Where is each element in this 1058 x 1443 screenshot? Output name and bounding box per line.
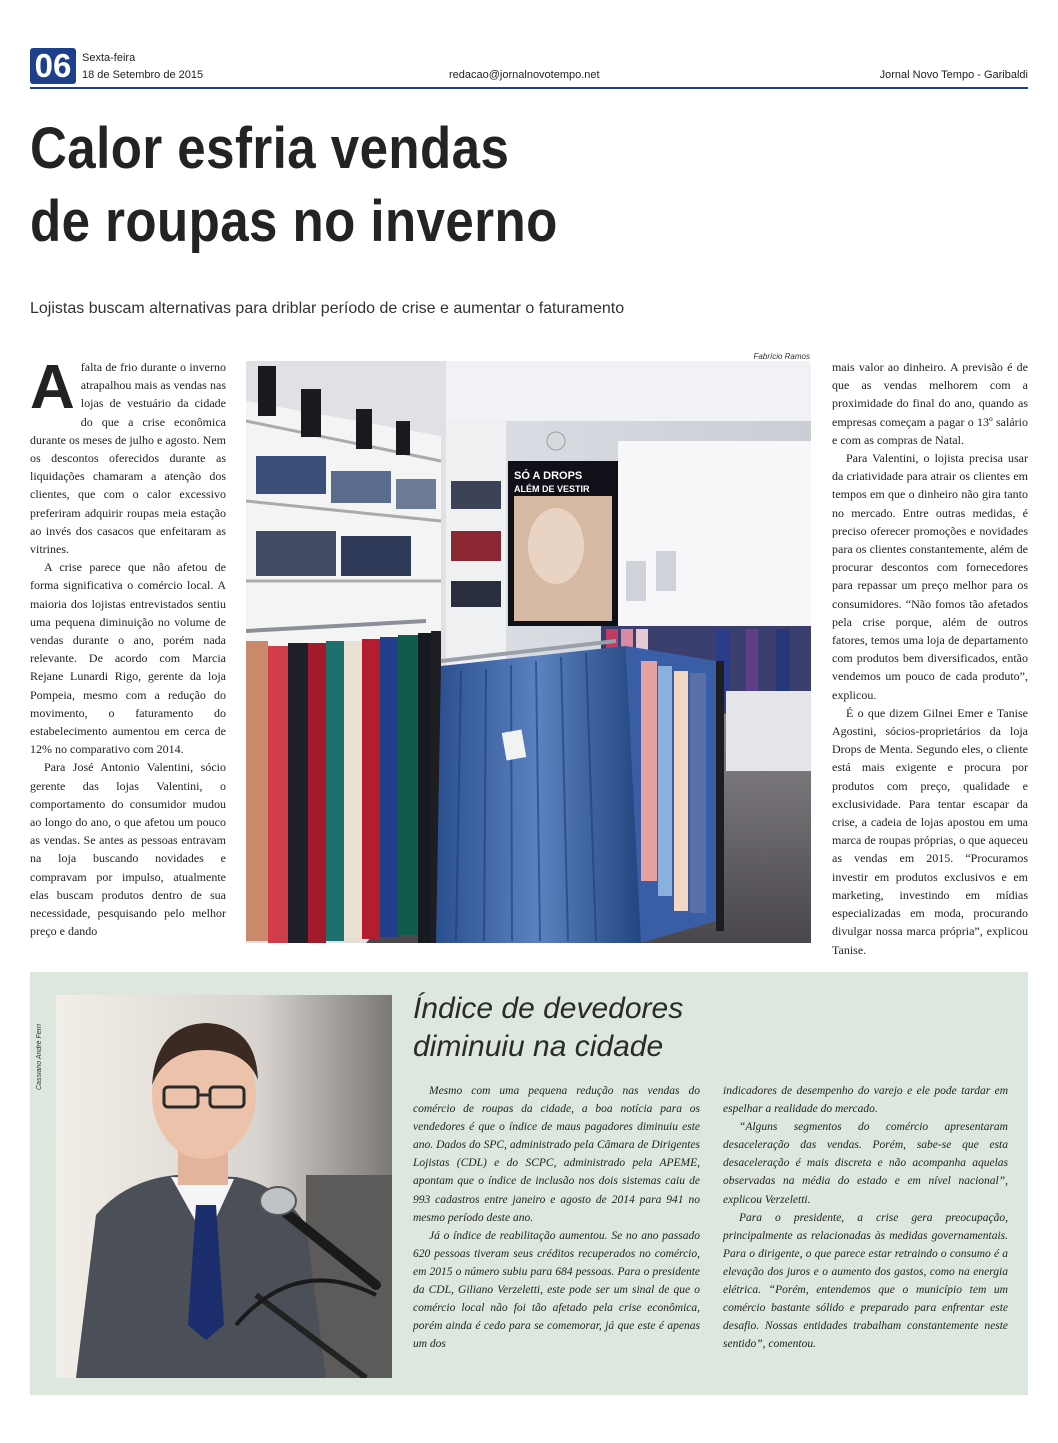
header-publication: Jornal Novo Tempo - Garibaldi [879, 69, 1028, 81]
store-sign-text-2: ALÉM DE VESTIR [514, 484, 590, 494]
page-number: 06 [30, 48, 76, 84]
headline-line-1: Calor esfria vendas [30, 116, 510, 181]
store-interior-photo [246, 361, 811, 943]
article-paragraph: mais valor ao dinheiro. A previsão é de que as vendas melhorem com a proximidade do final do ano, quando as empresas começam a pagar o 13º salário e com as compras de Natal. [832, 360, 1028, 447]
speaker-photo [56, 995, 392, 1378]
article-column-1 [30, 353, 226, 941]
sidebar-paragraph: Para o presidente, a crise gera preocupação, principalmente as relacionadas às medidas governamentais. Para o dirigente, o que parece estar retraindo o consumo é a elevação dos juros e o aumento dos gastos, como na energia elétrica. “Porém, entendemos que o município tem um comércio bastante sólido e preparado para enfrentar este desafio. Nossas entidades trabalham constantemente neste sentido”, comentou. [723, 1211, 1008, 1351]
sidebar-title-line-1: Índice de devedores [413, 992, 684, 1025]
sidebar-paragraph: indicadores de desempenho do varejo e ele pode tardar em espelhar a realidade do mercado. [723, 1085, 1008, 1116]
header-divider [30, 87, 1028, 89]
sidebar-photo-credit: Cassiano André Ferri [36, 1024, 43, 1090]
headline [30, 112, 892, 258]
article-column-2 [832, 358, 1028, 959]
article-paragraph: Para Valentini, o lojista precisa usar da criatividade para atrair os clientes em tempos em que o dinheiro não gira tanto no mercado. Entre outras medidas, é preciso oferecer promoções e novidades para os clientes constantemente, além de procurar descontos com fornecedores para repassar um preço melhor para os consumidores. “Não fomos tão afetados pela crise porque, além de outros fatores, temos uma loja de departamento com produtos bem diversificados, então vendemos um pouco de cada produto”, explicou. [832, 451, 1028, 702]
sidebar-column-1 [413, 1082, 700, 1353]
sidebar-title [413, 990, 1013, 1066]
header-weekday: Sexta-feira [82, 52, 136, 64]
store-sign-text-1: SÓ A DROPS [514, 470, 583, 482]
sidebar-paragraph: Mesmo com uma pequena redução nas vendas do comércio de roupas da cidade, a boa notícia para os vendedores é que o índice de maus pagadores diminuiu este ano. Dados do SPC, administrado pela Câmara de Dirigentes Lojistas (CDL) e do SCPC, administrado pela APEME, apontam que o índice de inclusão nos dois sistemas caiu de 993 cadastros entre janeiro e agosto de 2014 para 941 no mesmo período deste ano. [413, 1085, 700, 1224]
headline-line-2: de roupas no inverno [30, 189, 558, 254]
drop-cap: A [30, 353, 75, 422]
paragraph-text: falta de frio durante o inverno atrapalhou mais as vendas nas lojas de vestuário da cidade do que a crise econômica durante os meses de julho e agosto. Nem os descontos oferecidos durante as liquidações chamaram a atenção dos clientes, que com o calor excessivo preferiram adquirir roupas meia estação ao invés dos casacos que enfeitaram as vitrines. [30, 360, 226, 557]
article-paragraph [30, 353, 226, 558]
article-paragraph: É o que dizem Gilnei Emer e Tanise Agostini, sócios-proprietários da loja Drops de Menta. Segundo eles, o cliente está mais exigente e procura por produtos com preço, qualidade e exclusividade. Para tentar escapar da crise, a cadeia de lojas apostou em uma marca de roupas próprias, o que aqueceu as vendas em 2015. “Procuramos investir em produtos exclusivos e em marketing, investindo em mídias especializadas em moda, procurando divulgar nossa marca própria”, explicou Tanise. [832, 705, 1028, 957]
article-paragraph: A crise parece que não afetou de forma significativa o comércio local. A maioria dos lojistas entrevistados sentiu uma pequena diminuição no volume de vendas durante o ano, porém nada relevante. De acordo com Marcia Rejane Lunardi Rigo, gerente da loja Pompeia, mesmo com a redução do movimento, o faturamento do estabelecimento aumentou em cerca de 12% no comparativo com 2014. [30, 560, 226, 757]
header-email: redacao@jornalnovotempo.net [449, 69, 600, 81]
sidebar-paragraph: Já o índice de reabilitação aumentou. Se no ano passado 620 pessoas tiveram seus créditos recuperados no comércio, em 2015 o número subiu para 684 pessoas. Para o presidente da CDL, Giliano Verzeletti, este pode ser um sinal de que o comércio local não foi tão afetado pela crise econômica, porém ainda é cedo para se comemorar, já que este é apenas um dos [413, 1229, 700, 1351]
sidebar-column-2 [723, 1082, 1008, 1353]
photo-credit: Fabrício Ramos [753, 352, 810, 361]
subtitle: Lojistas buscam alternativas para driblar período de crise e aumentar o faturamento [30, 300, 625, 317]
header-date: 18 de Setembro de 2015 [82, 69, 204, 81]
sidebar-paragraph: “Alguns segmentos do comércio apresentaram desaceleração das vendas. Porém, sabe-se que esta desaceleração é mais discreta e não acompanha aquelas observadas na média do estado e em nível nacional”, explicou Verzeletti. [723, 1121, 1008, 1206]
article-paragraph: Para José Antonio Valentini, sócio gerente das lojas Valentini, o comportamento do consumidor mudou ao longo do ano, o que afetou um pouco as vendas. Se antes as pessoas entravam na loja buscando novidades e compravam por impulso, atualmente elas buscam produtos dentro de sua necessidade, pesquisando pelo melhor preço e dando [30, 760, 226, 939]
sidebar-title-line-2: diminuiu na cidade [413, 1030, 664, 1063]
